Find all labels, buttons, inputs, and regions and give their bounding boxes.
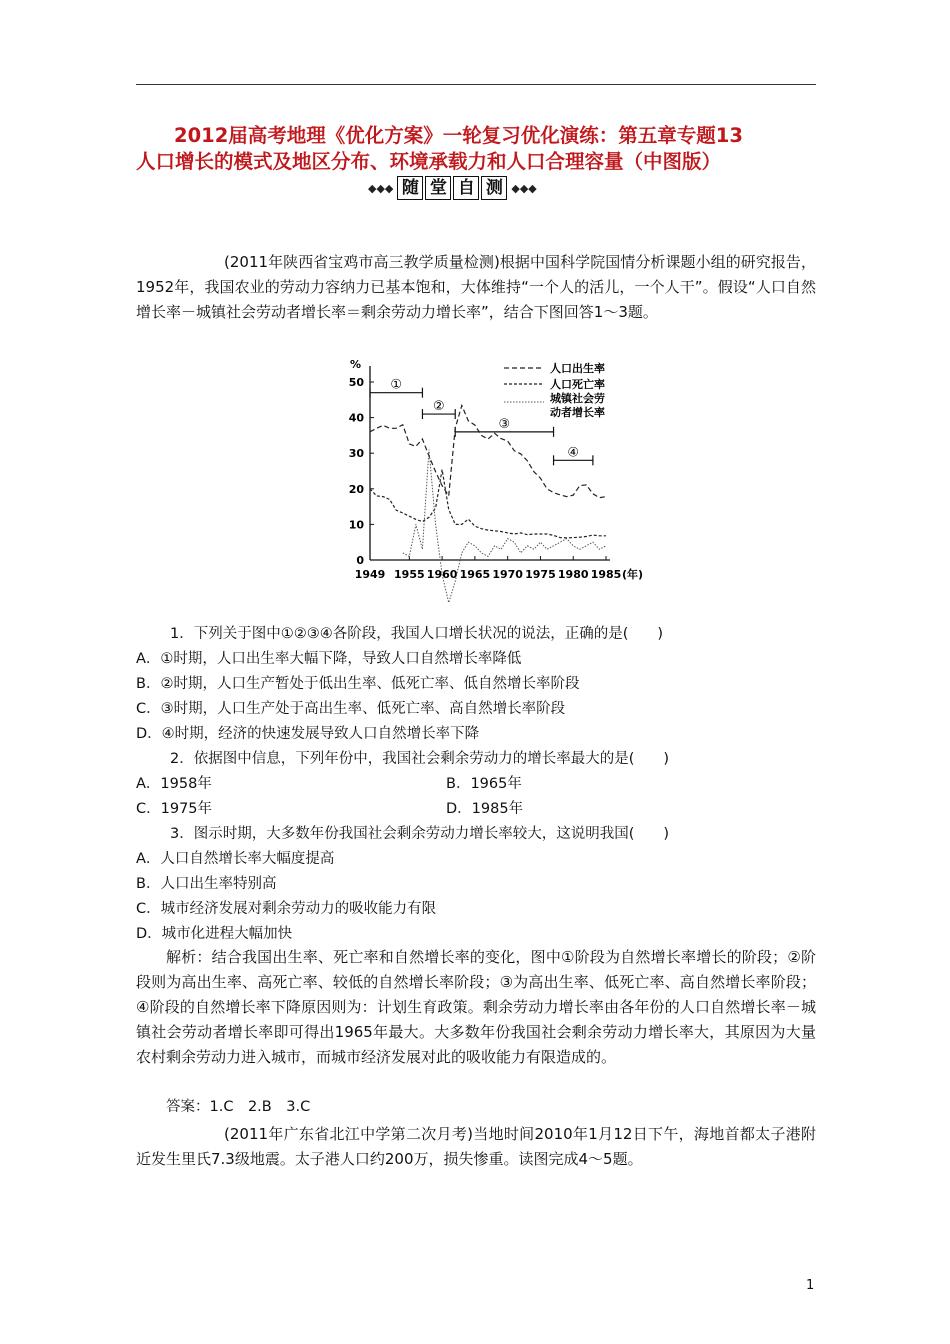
question-2-option-b: B．1965年: [446, 776, 522, 792]
question-3-option-d: D．城市化进程大幅加快: [136, 926, 293, 942]
section-banner: [368, 175, 537, 201]
banner-left-decoration: ◆◆◆: [368, 181, 394, 195]
stage-label: ④: [567, 445, 580, 461]
stage-label: ③: [498, 416, 511, 432]
x-tick-label: 1975: [525, 568, 556, 581]
x-tick-label: 1955: [394, 568, 425, 581]
legend-label: 动者增长率: [550, 406, 605, 419]
y-tick-label: 20: [348, 482, 364, 496]
y-tick-label: 50: [348, 376, 364, 389]
page-number: 1: [806, 1278, 815, 1293]
stage-label: ②: [433, 399, 445, 415]
intro-paragraph-2: (2011年广东省北江中学第二次月考)当地时间2010年1月12日下午，海地首都太子港附近发生里氏7.3级地震。太子港人口约200万，损失惨重。读图完成4～5题。: [136, 1125, 816, 1168]
y-tick-label: 40: [348, 411, 364, 425]
x-tick-label: 1965: [459, 568, 491, 581]
banner-char: 随: [397, 176, 423, 200]
legend-label: 城镇社会劳: [550, 392, 605, 405]
question-1-option-a: A．①时期，人口出生率大幅下降，导致人口自然增长率降低: [136, 651, 522, 667]
legend-label: 人口死亡率: [550, 378, 605, 391]
top-rule: [136, 84, 816, 85]
document-title: [130, 123, 830, 175]
title-line-1: 2012届高考地理《优化方案》一轮复习优化演练：第五章专题13: [174, 124, 743, 147]
question-1-stem: 1．下列关于图中①②③④各阶段，我国人口增长状况的说法，正确的是( ): [170, 626, 664, 642]
title-line-2: 人口增长的模式及地区分布、环境承载力和人口合理容量（中图版）: [136, 150, 722, 173]
banner-char: 自: [453, 176, 479, 200]
question-1-option-c: C．③时期，人口生产处于高出生率、低死亡率、高自然增长率阶段: [136, 701, 566, 717]
y-axis-label: %: [350, 358, 362, 371]
intro-paragraph: (2011年陕西省宝鸡市高三教学质量检测)根据中国科学院国情分析课题小组的研究报告，1952年，我国农业的劳动力容纳力已基本饱和，大体维持“一个人的活儿，一个人干”。假设“人口自然增长率－城镇社会劳动者增长率＝剩余劳动力增长率”，结合下图回答1～3题。: [136, 253, 816, 321]
banner-char: 堂: [425, 176, 451, 200]
x-axis-unit: (年): [622, 568, 644, 581]
question-2-option-c: C．1975年: [136, 801, 213, 817]
series-line-2: [370, 470, 606, 538]
x-tick-label: 1960: [426, 568, 458, 581]
question-2-stem: 2．依据图中信息，下列年份中，我国社会剩余劳动力的增长率最大的是( ): [170, 751, 670, 767]
question-3-option-a: A．人口自然增长率大幅度提高: [136, 851, 335, 867]
question-2-option-a: A．1958年: [136, 776, 212, 792]
question-2-option-d: D．1985年: [446, 801, 524, 817]
x-tick-label: 1949: [354, 568, 386, 581]
question-3-option-b: B．人口出生率特别高: [136, 876, 277, 892]
y-tick-label: 0: [356, 554, 364, 567]
banner-right-decoration: ◆◆◆: [511, 181, 537, 195]
x-tick-label: 1985: [590, 568, 622, 581]
y-tick-label: 10: [348, 518, 364, 532]
x-tick-label: 1980: [557, 568, 589, 581]
population-chart: [336, 354, 646, 604]
question-3-stem: 3．图示时期，大多数年份我国社会剩余劳动力增长率较大，这说明我国( ): [170, 826, 670, 842]
banner-char: 测: [481, 176, 507, 200]
stage-label: ①: [390, 377, 403, 393]
answer-line: 答案：1.C 2.B 3.C: [166, 1099, 311, 1115]
question-3-option-c: C．城市经济发展对剩余劳动力的吸收能力有限: [136, 901, 437, 917]
legend-label: 人口出生率: [550, 362, 605, 375]
x-tick-label: 1970: [492, 568, 523, 581]
y-tick-label: 30: [348, 447, 364, 461]
analysis-paragraph: 解析：结合我国出生率、死亡率和自然增长率的变化，图中①阶段为自然增长率增长的阶段；②阶段则为高出生率、高死亡率、较低的自然增长率阶段；③为高出生率、低死亡率、高自然增长率阶段；④阶段的自然增长率下降原因则为：计划生育政策。剩余劳动力增长率由各年份的人口自然增长率－城镇社会劳动者增长率即可得出1965年最大。大多数年份我国社会剩余劳动力增长率大，其原因为大量农村剩余劳动力进入城市，而城市经济发展对此的吸收能力有限造成的。: [136, 948, 816, 1066]
question-1-option-b: B．②时期，人口生产暂处于低出生率、低死亡率、低自然增长率阶段: [136, 676, 580, 692]
question-1-option-d: D．④时期，经济的快速发展导致人口自然增长率下降: [136, 726, 480, 742]
